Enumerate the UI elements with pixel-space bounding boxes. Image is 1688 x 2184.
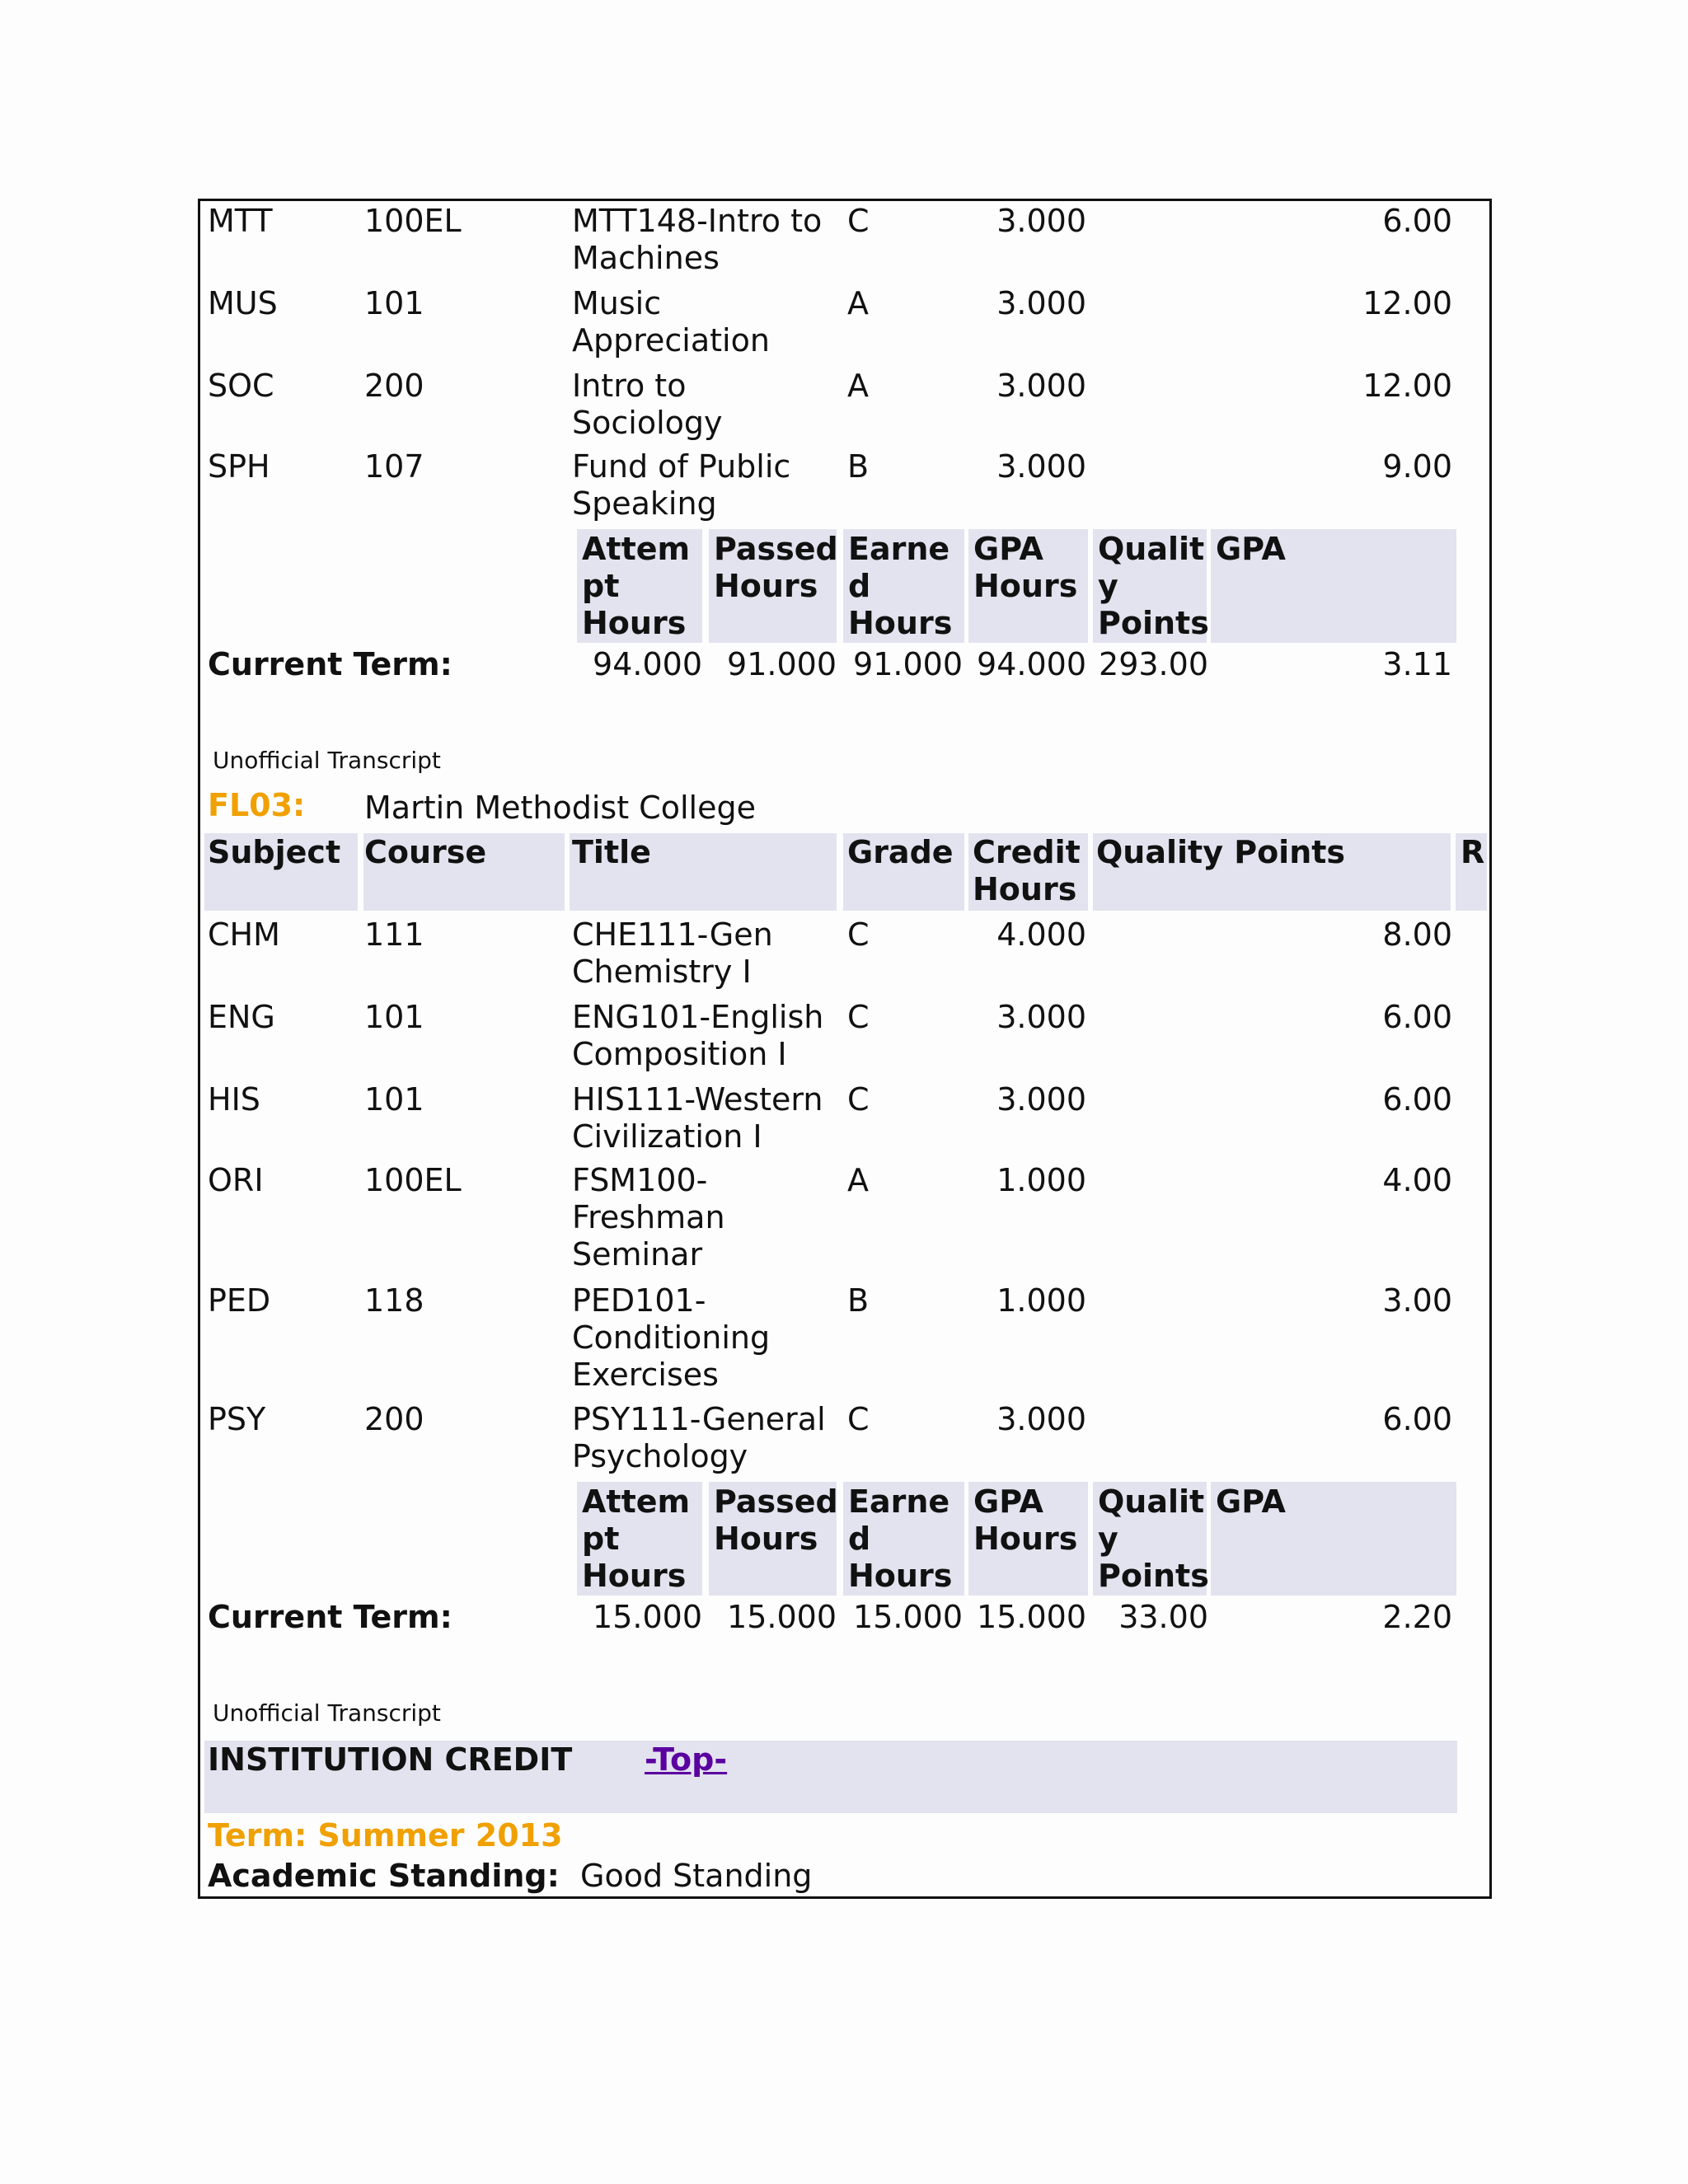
summary-header-passed-line: Passed [714, 531, 838, 567]
row-title-line: Conditioning [572, 1319, 771, 1356]
academic-standing-value: Good Standing [580, 1858, 813, 1894]
column-header-grade: Grade [847, 834, 954, 870]
column-header-credit-hours-line: Hours [973, 871, 1077, 907]
summary-gpa: 3.11 [1382, 646, 1452, 682]
summary-gpa-hours: 94.000 [977, 646, 1086, 682]
row-quality-points: 6.00 [1382, 203, 1452, 239]
row-credit-hours: 3.000 [996, 1081, 1086, 1118]
row-course: 107 [364, 448, 424, 485]
column-header-title: Title [572, 834, 651, 870]
row-grade: B [847, 448, 870, 485]
summary-header-passed-line: Passed [714, 1483, 838, 1520]
row-course: 200 [364, 1401, 424, 1437]
top-link[interactable]: -Top- [645, 1741, 728, 1778]
row-credit-hours: 3.000 [996, 1401, 1086, 1437]
summary-header-quality-line: Points [1098, 1558, 1209, 1594]
row-quality-points: 6.00 [1382, 999, 1452, 1035]
column-header-course: Course [364, 834, 487, 870]
summary-earned-hours: 15.000 [853, 1599, 963, 1635]
row-quality-points: 4.00 [1382, 1162, 1452, 1198]
current-term-label: Current Term: [208, 1599, 452, 1635]
summary-header-attempt-line: Attem [582, 1483, 691, 1520]
row-subject: PSY [208, 1401, 266, 1437]
summary-header-passed-line: Hours [714, 568, 818, 604]
row-title-line: Civilization I [572, 1118, 762, 1155]
summary-attempt-hours: 94.000 [593, 646, 702, 682]
summary-gpa: 2.20 [1382, 1599, 1452, 1635]
summary-header-attempt-line: pt [582, 568, 620, 604]
row-credit-hours: 4.000 [996, 916, 1086, 953]
row-title-line: ENG101-English [572, 999, 824, 1035]
summary-header-earned-line: Earne [848, 1483, 950, 1520]
summary-passed-hours: 91.000 [727, 646, 837, 682]
row-grade: C [847, 916, 870, 953]
row-title-line: Music [572, 285, 662, 321]
row-course: 200 [364, 368, 424, 404]
row-title-line: Fund of Public [572, 448, 791, 485]
row-grade: C [847, 1081, 870, 1118]
summary-quality-points: 293.00 [1099, 646, 1208, 682]
row-course: 118 [364, 1282, 424, 1319]
summary-header-gpa-hours-line: GPA [973, 531, 1043, 567]
row-grade: C [847, 1401, 870, 1437]
row-course: 101 [364, 1081, 424, 1118]
row-grade: B [847, 1282, 870, 1319]
row-title-line: Machines [572, 240, 720, 276]
summary-attempt-hours: 15.000 [593, 1599, 702, 1635]
summary-header-earned-line: Hours [848, 1558, 953, 1594]
row-title-line: Chemistry I [572, 954, 752, 990]
summary-header-earned-line: Earne [848, 531, 950, 567]
summary-gpa-hours: 15.000 [977, 1599, 1086, 1635]
row-subject: CHM [208, 916, 280, 953]
institution-credit-heading: INSTITUTION CREDIT [208, 1741, 573, 1778]
row-title-line: CHE111-Gen [572, 916, 773, 953]
row-credit-hours: 3.000 [996, 999, 1086, 1035]
row-subject: PED [208, 1282, 271, 1319]
summary-header-quality-line: Qualit [1098, 531, 1205, 567]
row-title-line: Appreciation [572, 322, 770, 359]
row-title-line: FSM100- [572, 1162, 708, 1198]
institution-name: Martin Methodist College [364, 790, 756, 826]
row-quality-points: 12.00 [1362, 285, 1452, 321]
row-credit-hours: 3.000 [996, 448, 1086, 485]
row-subject: MUS [208, 285, 278, 321]
row-quality-points: 3.00 [1382, 1282, 1452, 1319]
unofficial-transcript-label: Unofficial Transcript [213, 747, 441, 774]
column-header-quality-points: Quality Points [1096, 834, 1346, 870]
summary-header-gpa-hours-line: Hours [973, 568, 1078, 604]
unofficial-transcript-label: Unofficial Transcript [213, 1699, 441, 1727]
row-subject: ORI [208, 1162, 264, 1198]
term-label: Term: Summer 2013 [208, 1817, 563, 1854]
summary-header-passed-line: Hours [714, 1521, 818, 1557]
row-subject: SOC [208, 368, 274, 404]
row-grade: A [847, 368, 869, 404]
row-subject: ENG [208, 999, 275, 1035]
row-title-line: PSY111-General [572, 1401, 826, 1437]
row-title-line: Psychology [572, 1438, 748, 1474]
row-quality-points: 6.00 [1382, 1401, 1452, 1437]
row-title-line: HIS111-Western [572, 1081, 823, 1118]
academic-standing-label: Academic Standing: [208, 1858, 560, 1894]
row-credit-hours: 3.000 [996, 203, 1086, 239]
summary-quality-points: 33.00 [1118, 1599, 1208, 1635]
row-title-line: Composition I [572, 1036, 787, 1072]
summary-header-attempt-line: pt [582, 1521, 620, 1557]
row-title-line: Sociology [572, 405, 723, 441]
row-title-line: Seminar [572, 1236, 703, 1272]
row-grade: C [847, 999, 870, 1035]
row-subject: MTT [208, 203, 273, 239]
row-course: 101 [364, 999, 424, 1035]
row-credit-hours: 1.000 [996, 1162, 1086, 1198]
row-grade: C [847, 203, 870, 239]
summary-passed-hours: 15.000 [727, 1599, 837, 1635]
row-grade: A [847, 1162, 869, 1198]
current-term-label: Current Term: [208, 646, 452, 682]
row-credit-hours: 3.000 [996, 285, 1086, 321]
row-course: 100EL [364, 203, 462, 239]
row-quality-points: 6.00 [1382, 1081, 1452, 1118]
column-header-credit-hours-line: Credit [973, 834, 1081, 870]
summary-header-quality-line: y [1098, 568, 1118, 604]
summary-header-quality-line: y [1098, 1521, 1118, 1557]
row-quality-points: 9.00 [1382, 448, 1452, 485]
summary-header-gpa-hours-line: Hours [973, 1521, 1078, 1557]
summary-header-quality-line: Qualit [1098, 1483, 1205, 1520]
row-credit-hours: 3.000 [996, 368, 1086, 404]
summary-header-gpa-line: GPA [1216, 531, 1286, 567]
row-credit-hours: 1.000 [996, 1282, 1086, 1319]
summary-header-earned-line: d [848, 568, 871, 604]
row-grade: A [847, 285, 869, 321]
summary-header-attempt-line: Attem [582, 531, 691, 567]
summary-header-attempt-line: Hours [582, 605, 687, 641]
row-course: 101 [364, 285, 424, 321]
row-title-line: Speaking [572, 485, 717, 522]
row-quality-points: 12.00 [1362, 368, 1452, 404]
row-subject: HIS [208, 1081, 260, 1118]
summary-header-earned-line: d [848, 1521, 871, 1557]
row-course: 100EL [364, 1162, 462, 1198]
row-title-line: MTT148-Intro to [572, 203, 823, 239]
row-title-line: Freshman [572, 1199, 725, 1235]
row-title-line: PED101- [572, 1282, 706, 1319]
column-header-subject: Subject [208, 834, 341, 870]
column-header-truncated: R [1461, 834, 1485, 870]
row-course: 111 [364, 916, 424, 953]
summary-header-gpa-hours-line: GPA [973, 1483, 1043, 1520]
summary-header-attempt-line: Hours [582, 1558, 687, 1594]
summary-earned-hours: 91.000 [853, 646, 963, 682]
row-subject: SPH [208, 448, 270, 485]
summary-header-quality-line: Points [1098, 605, 1209, 641]
institution-code: FL03: [208, 787, 306, 823]
row-title-line: Intro to [572, 368, 687, 404]
row-title-line: Exercises [572, 1357, 719, 1393]
summary-header-earned-line: Hours [848, 605, 953, 641]
row-quality-points: 8.00 [1382, 916, 1452, 953]
summary-header-gpa-line: GPA [1216, 1483, 1286, 1520]
